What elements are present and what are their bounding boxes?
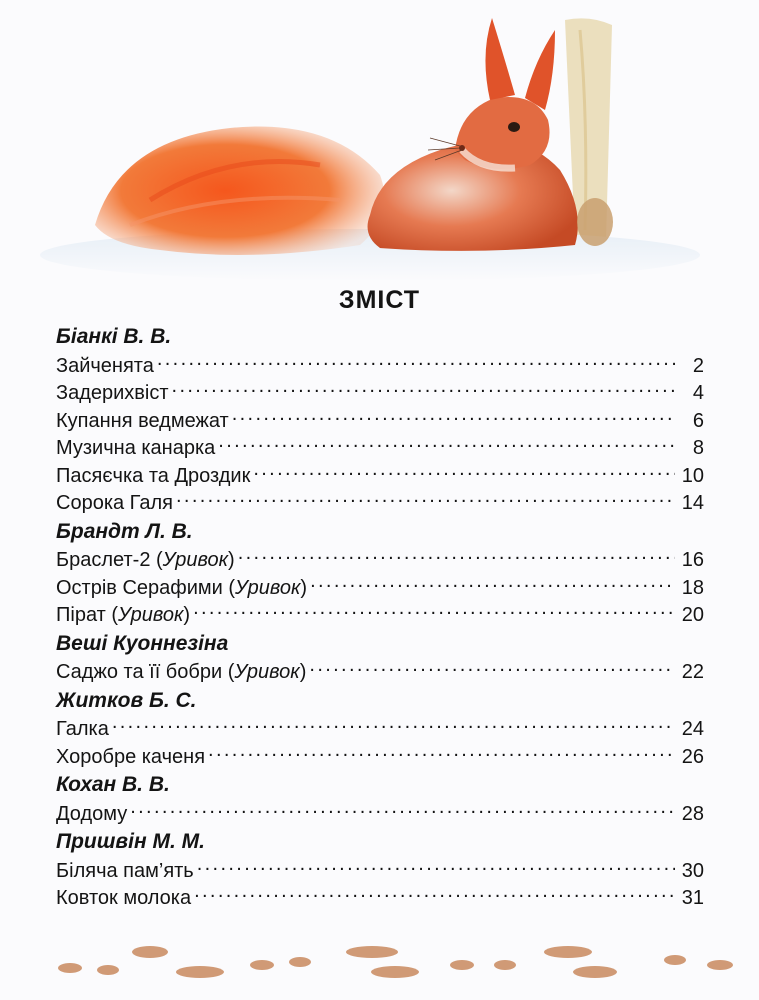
author-heading: Веші Куоннезіна xyxy=(56,631,229,655)
leader-dots xyxy=(232,407,675,427)
page-number: 22 xyxy=(681,661,704,683)
squirrel-illustration xyxy=(0,0,759,290)
leader-dots xyxy=(310,574,675,594)
leader-dots xyxy=(309,658,675,678)
page-number: 24 xyxy=(681,718,704,740)
page-number: 28 xyxy=(681,802,704,825)
leader-dots xyxy=(218,434,675,454)
table-of-contents xyxy=(56,322,704,912)
page-number: 2 xyxy=(692,354,704,377)
entry-title: Пірат (Уривок) xyxy=(56,604,191,626)
page-number: 26 xyxy=(681,745,704,768)
page-number: 4 xyxy=(692,382,704,404)
page-number: 31 xyxy=(681,887,704,909)
entry-title: Ковток молока xyxy=(56,887,192,909)
entry-title: Музична канарка xyxy=(56,437,216,459)
entry-title: Браслет-2 (Уривок) xyxy=(56,549,235,571)
leader-dots xyxy=(112,715,675,735)
entry-title: Саджо та її бобри (Уривок) xyxy=(56,661,307,683)
toc-entry[interactable] xyxy=(56,574,704,602)
author-heading: Житков Б. С. xyxy=(56,688,197,712)
entry-note: Уривок xyxy=(235,576,301,599)
leader-dots xyxy=(197,857,675,877)
leader-dots xyxy=(193,601,675,621)
entry-note: Уривок xyxy=(234,661,300,683)
toc-heading: ЗМІСТ xyxy=(338,286,421,314)
toc-entry[interactable] xyxy=(56,407,704,435)
page-number: 8 xyxy=(692,437,704,459)
toc-entry[interactable] xyxy=(56,884,704,912)
toc-entry[interactable] xyxy=(56,800,704,828)
entry-note: Уривок xyxy=(162,549,229,571)
page-number: 6 xyxy=(692,409,704,432)
leader-dots xyxy=(194,884,675,904)
toc-entry[interactable] xyxy=(56,462,704,490)
page-number: 16 xyxy=(681,549,704,571)
entry-title: Пасяєчка та Дроздик xyxy=(56,464,251,487)
toc-entry[interactable] xyxy=(56,743,704,771)
leader-dots xyxy=(130,800,675,820)
leader-dots xyxy=(157,352,675,372)
leader-dots xyxy=(176,489,675,509)
toc-entry[interactable] xyxy=(56,546,704,574)
entry-title: Зайченята xyxy=(56,354,154,377)
leader-dots xyxy=(172,379,675,399)
footprints-decoration xyxy=(0,930,759,990)
page-number: 18 xyxy=(681,576,704,599)
author-heading: Брандт Л. В. xyxy=(56,519,193,543)
leader-dots xyxy=(253,462,675,482)
leader-dots xyxy=(208,743,675,763)
entry-title: Задерихвіст xyxy=(56,382,169,404)
author-heading: Пришвін М. М. xyxy=(56,830,205,853)
entry-note: Уривок xyxy=(118,604,184,626)
page-number: 10 xyxy=(681,464,704,487)
entry-title: Купання ведмежат xyxy=(56,409,229,432)
toc-entry[interactable] xyxy=(56,434,704,462)
author-heading: Кохан В. В. xyxy=(56,773,170,796)
toc-entry[interactable] xyxy=(56,352,704,380)
author-heading: Біанкі В. В. xyxy=(56,325,172,348)
toc-entry[interactable] xyxy=(56,715,704,743)
entry-title: Біляча пам’ять xyxy=(56,859,194,882)
page-number: 30 xyxy=(681,859,704,882)
toc-entry[interactable] xyxy=(56,857,704,885)
page-number: 20 xyxy=(681,604,704,626)
toc-entry[interactable] xyxy=(56,379,704,407)
toc-entry[interactable] xyxy=(56,658,704,686)
entry-title: Острів Серафими (Уривок) xyxy=(56,576,308,599)
entry-title: Додому xyxy=(56,802,128,825)
entry-title: Хоробре каченя xyxy=(56,745,206,768)
leader-dots xyxy=(238,546,675,566)
entry-title: Галка xyxy=(56,718,109,740)
page-number: 14 xyxy=(681,492,704,514)
toc-entry[interactable] xyxy=(56,601,704,629)
toc-entry[interactable] xyxy=(56,489,704,517)
entry-title: Сорока Галя xyxy=(56,492,174,514)
